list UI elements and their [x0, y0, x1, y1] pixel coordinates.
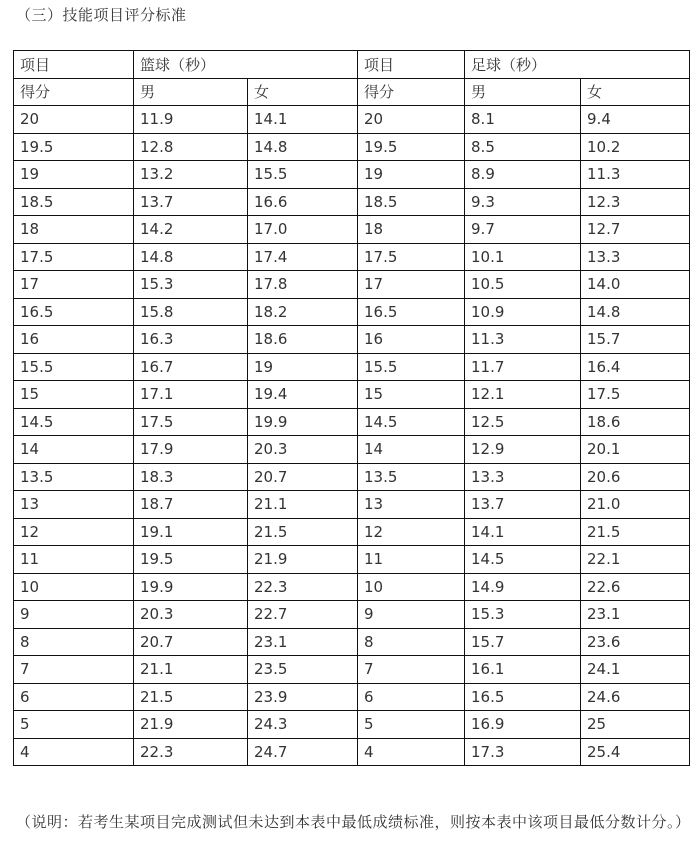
basketball-male-cell: 18.3	[134, 463, 248, 491]
football-female-cell: 20.1	[581, 436, 690, 464]
basketball-male-cell: 20.7	[134, 628, 248, 656]
basketball-male-cell: 13.7	[134, 188, 248, 216]
score-cell: 15.5	[14, 353, 134, 381]
basketball-female-cell: 20.7	[248, 463, 358, 491]
table-row	[14, 711, 690, 739]
score-cell: 9	[358, 601, 465, 629]
basketball-female-cell: 22.7	[248, 601, 358, 629]
football-male-cell: 15.7	[465, 628, 581, 656]
football-male-cell: 8.9	[465, 161, 581, 189]
score-cell: 4	[358, 738, 465, 766]
subheader-male: 男	[134, 78, 248, 106]
basketball-female-cell: 17.4	[248, 243, 358, 271]
football-female-cell: 22.1	[581, 546, 690, 574]
basketball-female-cell: 18.2	[248, 298, 358, 326]
basketball-female-cell: 23.1	[248, 628, 358, 656]
football-female-cell: 21.0	[581, 491, 690, 519]
table-row	[14, 601, 690, 629]
football-female-cell: 18.6	[581, 408, 690, 436]
basketball-female-cell: 20.3	[248, 436, 358, 464]
table-row	[14, 188, 690, 216]
header-item-football: 项目	[358, 51, 465, 79]
basketball-male-cell: 21.5	[134, 683, 248, 711]
score-cell: 5	[14, 711, 134, 739]
table-row	[14, 436, 690, 464]
basketball-male-cell: 17.9	[134, 436, 248, 464]
table-row	[14, 683, 690, 711]
basketball-female-cell: 22.3	[248, 573, 358, 601]
football-male-cell: 11.3	[465, 326, 581, 354]
basketball-male-cell: 15.3	[134, 271, 248, 299]
basketball-male-cell: 17.5	[134, 408, 248, 436]
score-cell: 16	[358, 326, 465, 354]
basketball-male-cell: 21.9	[134, 711, 248, 739]
score-cell: 19.5	[14, 133, 134, 161]
football-female-cell: 10.2	[581, 133, 690, 161]
football-female-cell: 25	[581, 711, 690, 739]
football-male-cell: 10.1	[465, 243, 581, 271]
score-cell: 20	[14, 106, 134, 134]
score-cell: 16.5	[358, 298, 465, 326]
score-cell: 14.5	[14, 408, 134, 436]
football-male-cell: 16.1	[465, 656, 581, 684]
basketball-female-cell: 19.9	[248, 408, 358, 436]
score-cell: 17	[358, 271, 465, 299]
table-header-row	[14, 51, 690, 79]
basketball-male-cell: 21.1	[134, 656, 248, 684]
table-row	[14, 271, 690, 299]
basketball-male-cell: 11.9	[134, 106, 248, 134]
basketball-female-cell: 17.0	[248, 216, 358, 244]
table-row	[14, 161, 690, 189]
subheader-female: 女	[248, 78, 358, 106]
football-male-cell: 16.9	[465, 711, 581, 739]
table-row	[14, 463, 690, 491]
score-cell: 10	[14, 573, 134, 601]
score-cell: 8	[14, 628, 134, 656]
basketball-female-cell: 24.7	[248, 738, 358, 766]
score-cell: 18	[14, 216, 134, 244]
basketball-male-cell: 17.1	[134, 381, 248, 409]
football-male-cell: 9.3	[465, 188, 581, 216]
football-female-cell: 12.3	[581, 188, 690, 216]
score-cell: 16.5	[14, 298, 134, 326]
score-cell: 4	[14, 738, 134, 766]
score-cell: 19.5	[358, 133, 465, 161]
score-cell: 20	[358, 106, 465, 134]
basketball-female-cell: 16.6	[248, 188, 358, 216]
football-male-cell: 14.9	[465, 573, 581, 601]
basketball-male-cell: 22.3	[134, 738, 248, 766]
football-male-cell: 16.5	[465, 683, 581, 711]
score-cell: 11	[14, 546, 134, 574]
table-subheader-row	[14, 78, 690, 106]
football-female-cell: 25.4	[581, 738, 690, 766]
table-row	[14, 518, 690, 546]
score-cell: 14	[14, 436, 134, 464]
table-row	[14, 133, 690, 161]
subheader-female: 女	[581, 78, 690, 106]
basketball-female-cell: 14.1	[248, 106, 358, 134]
score-cell: 13.5	[358, 463, 465, 491]
table-row	[14, 408, 690, 436]
score-cell: 7	[14, 656, 134, 684]
score-cell: 5	[358, 711, 465, 739]
score-cell: 18.5	[14, 188, 134, 216]
football-male-cell: 8.1	[465, 106, 581, 134]
football-female-cell: 9.4	[581, 106, 690, 134]
table-row	[14, 326, 690, 354]
subheader-score: 得分	[14, 78, 134, 106]
basketball-female-cell: 21.9	[248, 546, 358, 574]
section-heading: （三）技能项目评分标准	[16, 6, 187, 24]
football-female-cell: 22.6	[581, 573, 690, 601]
score-cell: 6	[14, 683, 134, 711]
basketball-female-cell: 24.3	[248, 711, 358, 739]
basketball-male-cell: 20.3	[134, 601, 248, 629]
score-cell: 13	[358, 491, 465, 519]
football-female-cell: 20.6	[581, 463, 690, 491]
header-item-basketball: 项目	[14, 51, 134, 79]
score-cell: 6	[358, 683, 465, 711]
basketball-male-cell: 18.7	[134, 491, 248, 519]
table-row	[14, 298, 690, 326]
table-row	[14, 243, 690, 271]
table-row	[14, 353, 690, 381]
football-female-cell: 23.6	[581, 628, 690, 656]
basketball-male-cell: 16.3	[134, 326, 248, 354]
football-male-cell: 12.1	[465, 381, 581, 409]
football-female-cell: 16.4	[581, 353, 690, 381]
score-cell: 8	[358, 628, 465, 656]
table-row	[14, 216, 690, 244]
basketball-male-cell: 14.8	[134, 243, 248, 271]
score-cell: 16	[14, 326, 134, 354]
football-female-cell: 11.3	[581, 161, 690, 189]
score-cell: 15	[14, 381, 134, 409]
basketball-female-cell: 21.5	[248, 518, 358, 546]
score-cell: 18	[358, 216, 465, 244]
score-cell: 19	[358, 161, 465, 189]
football-female-cell: 13.3	[581, 243, 690, 271]
table-row	[14, 628, 690, 656]
basketball-male-cell: 16.7	[134, 353, 248, 381]
football-female-cell: 17.5	[581, 381, 690, 409]
basketball-female-cell: 21.1	[248, 491, 358, 519]
football-male-cell: 13.3	[465, 463, 581, 491]
table-row	[14, 738, 690, 766]
basketball-female-cell: 19	[248, 353, 358, 381]
basketball-male-cell: 13.2	[134, 161, 248, 189]
table-row	[14, 491, 690, 519]
football-male-cell: 9.7	[465, 216, 581, 244]
skill-scoring-table	[13, 50, 690, 766]
football-male-cell: 13.7	[465, 491, 581, 519]
basketball-female-cell: 14.8	[248, 133, 358, 161]
score-cell: 7	[358, 656, 465, 684]
football-male-cell: 10.5	[465, 271, 581, 299]
table-row	[14, 546, 690, 574]
subheader-male: 男	[465, 78, 581, 106]
football-male-cell: 10.9	[465, 298, 581, 326]
score-cell: 14	[358, 436, 465, 464]
football-female-cell: 15.7	[581, 326, 690, 354]
score-cell: 12	[14, 518, 134, 546]
score-cell: 13.5	[14, 463, 134, 491]
football-female-cell: 14.8	[581, 298, 690, 326]
football-female-cell: 23.1	[581, 601, 690, 629]
basketball-male-cell: 15.8	[134, 298, 248, 326]
basketball-female-cell: 17.8	[248, 271, 358, 299]
football-female-cell: 24.1	[581, 656, 690, 684]
score-cell: 15.5	[358, 353, 465, 381]
header-basketball-seconds: 篮球（秒）	[134, 51, 358, 79]
football-female-cell: 14.0	[581, 271, 690, 299]
score-cell: 17.5	[358, 243, 465, 271]
score-cell: 12	[358, 518, 465, 546]
football-female-cell: 12.7	[581, 216, 690, 244]
basketball-male-cell: 19.5	[134, 546, 248, 574]
football-male-cell: 8.5	[465, 133, 581, 161]
football-male-cell: 17.3	[465, 738, 581, 766]
basketball-female-cell: 18.6	[248, 326, 358, 354]
score-cell: 19	[14, 161, 134, 189]
table-row	[14, 573, 690, 601]
football-male-cell: 14.5	[465, 546, 581, 574]
football-male-cell: 15.3	[465, 601, 581, 629]
score-cell: 9	[14, 601, 134, 629]
table-row	[14, 656, 690, 684]
basketball-male-cell: 19.9	[134, 573, 248, 601]
football-male-cell: 11.7	[465, 353, 581, 381]
basketball-male-cell: 12.8	[134, 133, 248, 161]
score-cell: 18.5	[358, 188, 465, 216]
footnote: （说明：若考生某项目完成测试但未达到本表中最低成绩标准，则按本表中该项目最低分数计分。）	[16, 813, 691, 831]
football-male-cell: 12.5	[465, 408, 581, 436]
basketball-male-cell: 19.1	[134, 518, 248, 546]
table-row	[14, 106, 690, 134]
header-football-seconds: 足球（秒）	[465, 51, 690, 79]
basketball-male-cell: 14.2	[134, 216, 248, 244]
score-cell: 15	[358, 381, 465, 409]
football-female-cell: 21.5	[581, 518, 690, 546]
score-cell: 11	[358, 546, 465, 574]
football-male-cell: 12.9	[465, 436, 581, 464]
score-cell: 14.5	[358, 408, 465, 436]
football-female-cell: 24.6	[581, 683, 690, 711]
score-cell: 10	[358, 573, 465, 601]
table-row	[14, 381, 690, 409]
basketball-female-cell: 19.4	[248, 381, 358, 409]
football-male-cell: 14.1	[465, 518, 581, 546]
score-cell: 17.5	[14, 243, 134, 271]
basketball-female-cell: 15.5	[248, 161, 358, 189]
basketball-female-cell: 23.5	[248, 656, 358, 684]
subheader-score: 得分	[358, 78, 465, 106]
basketball-female-cell: 23.9	[248, 683, 358, 711]
score-cell: 13	[14, 491, 134, 519]
score-cell: 17	[14, 271, 134, 299]
